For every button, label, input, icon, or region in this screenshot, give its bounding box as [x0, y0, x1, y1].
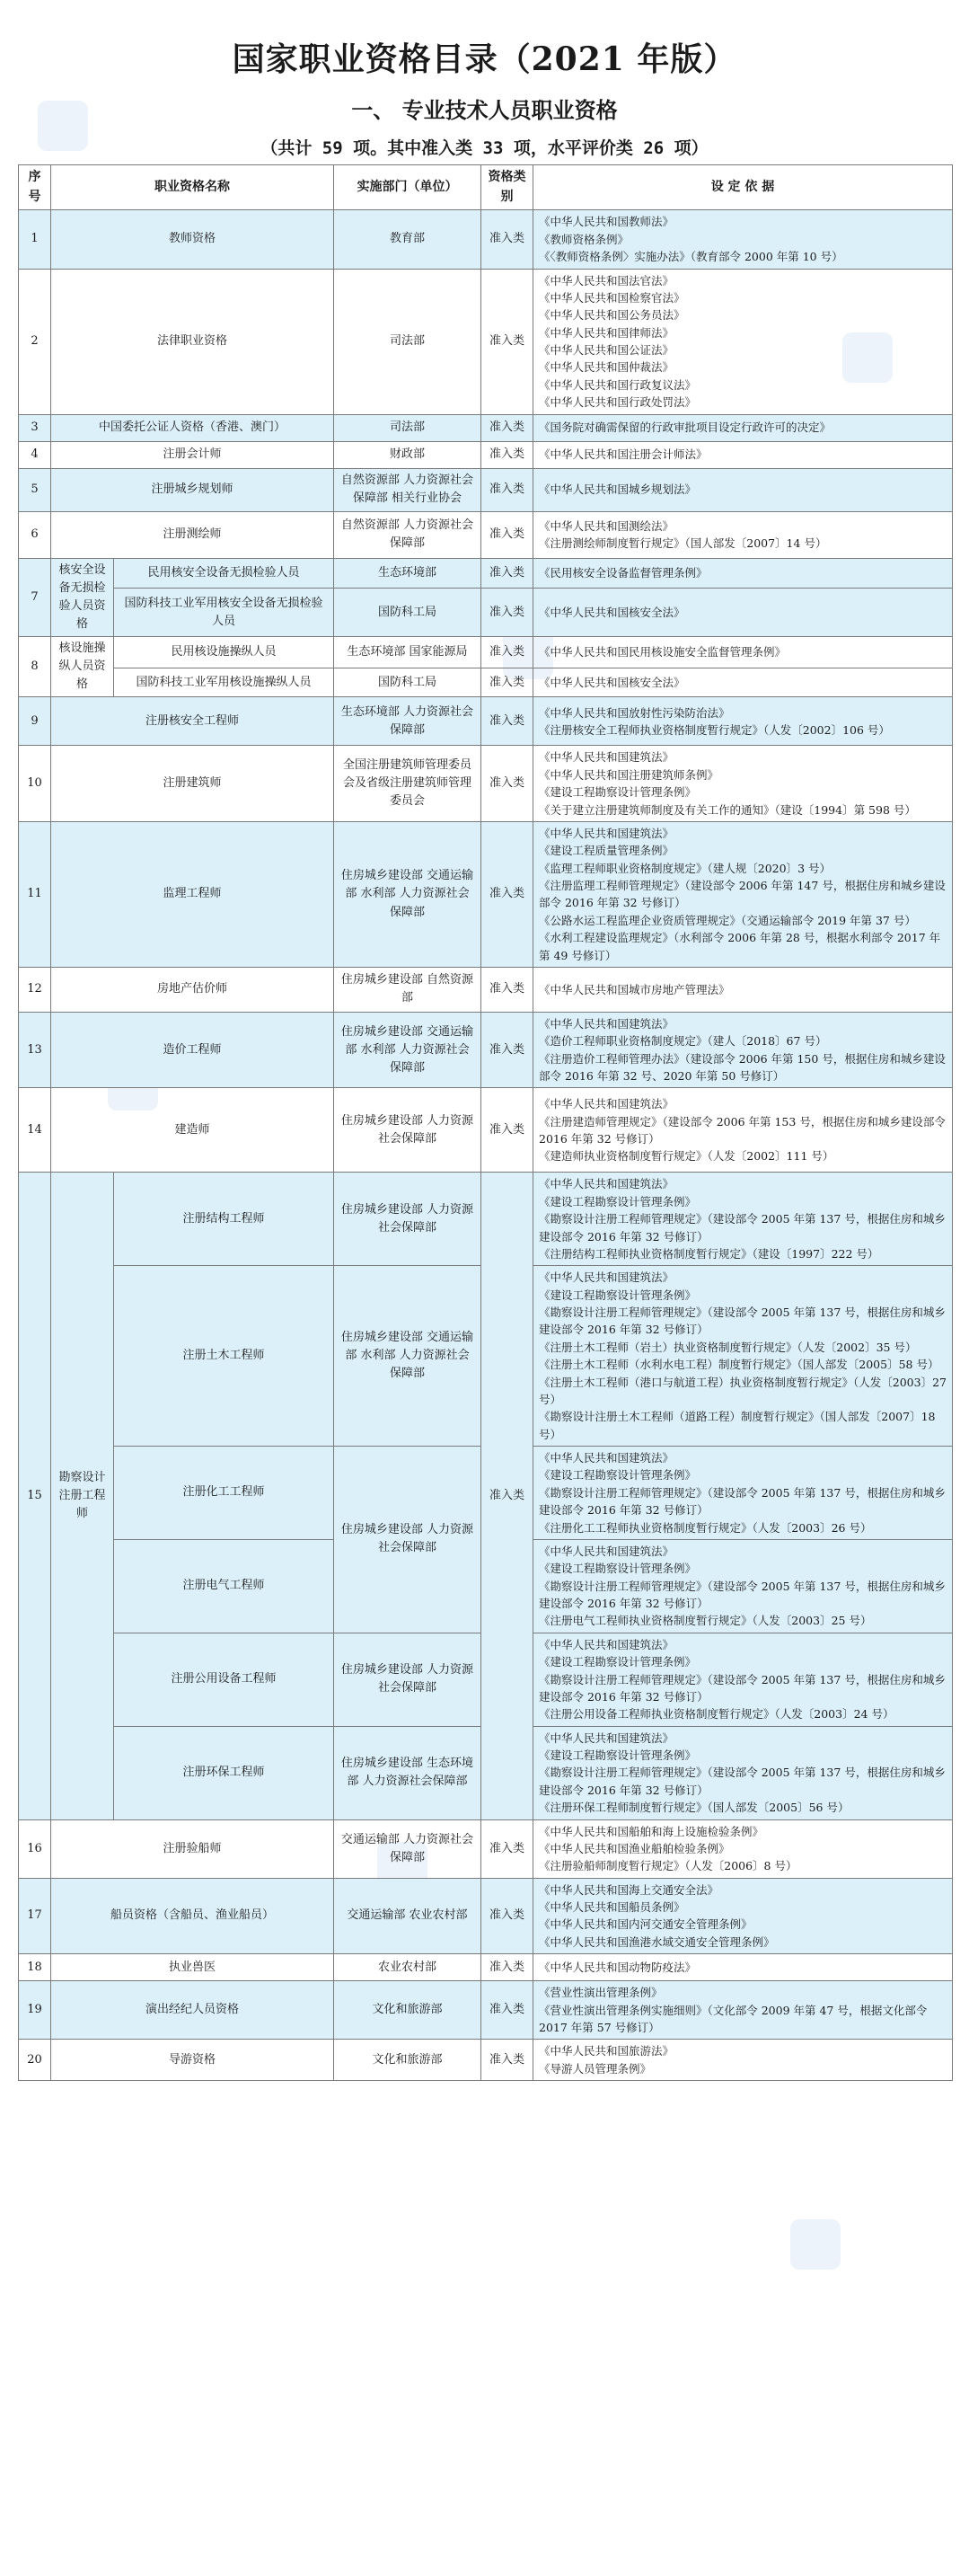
basis-item: 《营业性演出管理条例》 [539, 1986, 663, 2000]
basis-item: 《勘察设计注册工程师管理规定》（建设部令 2005 年第 137 号，根据住房和城乡建设部令 2016 年第 32 号修订） [539, 1485, 946, 1518]
basis-item: 《营业性演出管理条例实施细则》（文化部令 2009 年第 47 号，根据文化部令 2017 年第 57 号修订） [539, 2003, 928, 2034]
row-number: 13 [19, 1012, 51, 1088]
basis-item: 《中华人民共和国仲裁法》 [539, 360, 674, 375]
basis-item: 《中华人民共和国动物防疫法》 [539, 1961, 697, 1975]
basis-item: 《监理工程师职业资格制度规定》（建人规〔2020〕3 号） [539, 861, 831, 875]
basis-item: 《中华人民共和国公务员法》 [539, 308, 685, 323]
basis-item: 《中华人民共和国行政处罚法》 [539, 395, 697, 410]
row-number: 5 [19, 468, 51, 511]
implementing-dept: 住房城乡建设部 人力资源社会保障部 [334, 1447, 481, 1633]
basis-cell [533, 414, 953, 441]
implementing-dept: 住房城乡建设部 交通运输部 水利部 人力资源社会保障部 [334, 1012, 481, 1088]
basis-item: 《中华人民共和国注册建筑师条例》 [539, 767, 719, 782]
qualification-category: 准入类 [481, 1173, 533, 1819]
basis-cell [533, 210, 953, 269]
table-row [19, 1088, 953, 1173]
basis-item: 《建设工程勘察设计管理条例》 [539, 1288, 697, 1302]
implementing-dept: 生态环境部 [334, 558, 481, 589]
implementing-dept: 交通运输部 人力资源社会保障部 [334, 1819, 481, 1878]
table-row [19, 637, 953, 668]
table-row [19, 1878, 953, 1954]
table-row [19, 269, 953, 414]
basis-cell [533, 1981, 953, 2040]
qualification-name: 注册核安全工程师 [51, 697, 334, 746]
row-number: 15 [19, 1173, 51, 1819]
basis-item: 《中华人民共和国注册会计师法》 [539, 447, 708, 462]
basis-item: 《建设工程勘察设计管理条例》 [539, 1194, 697, 1208]
implementing-dept: 文化和旅游部 [334, 1981, 481, 2040]
table-row [19, 746, 953, 822]
basis-item: 《中华人民共和国建筑法》 [539, 1731, 674, 1745]
basis-item: 《中华人民共和国船员条例》 [539, 1900, 685, 1915]
qualification-name: 船员资格（含船员、渔业船员） [51, 1878, 334, 1954]
basis-item: 《注册验船师制度暂行规定》（人发〔2006〕8 号） [539, 1859, 797, 1873]
basis-item: 《建设工程勘察设计管理条例》 [539, 1748, 697, 1763]
table-row [19, 441, 953, 468]
basis-item: 《建设工程质量管理条例》 [539, 844, 674, 858]
basis-item: 《中华人民共和国建筑法》 [539, 1451, 674, 1465]
qualification-category: 准入类 [481, 1981, 533, 2040]
row-number: 3 [19, 414, 51, 441]
basis-cell [533, 637, 953, 668]
basis-item: 《中华人民共和国民用核设施安全监督管理条例》 [539, 645, 787, 659]
basis-item: 《中华人民共和国放射性污染防治法》 [539, 705, 730, 720]
basis-cell [533, 821, 953, 967]
implementing-dept: 司法部 [334, 269, 481, 414]
basis-item: 《水利工程建设监理规定》（水利部令 2006 年第 28 号，根据水利部令 2017 年第 49 号修订） [539, 931, 941, 962]
qualification-name: 注册测绘师 [51, 511, 334, 558]
basis-item: 《中华人民共和国律师法》 [539, 325, 674, 340]
table-row [19, 668, 953, 697]
implementing-dept: 住房城乡建设部 生态环境部 人力资源社会保障部 [334, 1726, 481, 1819]
qualification-category: 准入类 [481, 1012, 533, 1088]
row-number: 1 [19, 210, 51, 269]
basis-item: 《注册监理工程师管理规定》（建设部令 2006 年第 147 号，根据住房和城乡建设部令 2016 年第 32 号修订） [539, 879, 946, 910]
row-number: 10 [19, 746, 51, 822]
basis-item: 《中华人民共和国建筑法》 [539, 1177, 674, 1191]
basis-item: 《中华人民共和国建筑法》 [539, 1097, 674, 1111]
implementing-dept: 国防科工局 [334, 589, 481, 637]
implementing-dept: 交通运输部 农业农村部 [334, 1878, 481, 1954]
table-row [19, 821, 953, 967]
row-number: 9 [19, 697, 51, 746]
basis-item: 《勘察设计注册土木工程师（道路工程）制度暂行规定》（国人部发〔2007〕18 号） [539, 1410, 936, 1441]
basis-cell [533, 1088, 953, 1173]
basis-item: 《注册电气工程师执业资格制度暂行规定》（人发〔2003〕25 号） [539, 1614, 872, 1628]
row-number: 8 [19, 637, 51, 697]
header-name: 职业资格名称 [51, 165, 334, 210]
qualification-category: 准入类 [481, 746, 533, 822]
table-row [19, 468, 953, 511]
qualification-category: 准入类 [481, 468, 533, 511]
basis-cell [533, 697, 953, 746]
basis-item: 《注册土木工程师（港口与航道工程）执业资格制度暂行规定》（人发〔2003〕27 号） [539, 1375, 947, 1406]
table-body [19, 210, 953, 2081]
basis-item: 《中华人民共和国测绘法》 [539, 518, 674, 533]
basis-item: 《中华人民共和国内河交通安全管理条例》 [539, 1917, 753, 1932]
basis-cell [533, 589, 953, 637]
basis-cell [533, 1954, 953, 1981]
row-number: 2 [19, 269, 51, 414]
basis-cell [533, 668, 953, 697]
basis-item: 《注册核安全工程师执业资格制度暂行规定》（人发〔2002〕106 号） [539, 722, 890, 737]
table-row [19, 414, 953, 441]
basis-cell [533, 1447, 953, 1540]
basis-item: 《中华人民共和国旅游法》 [539, 2044, 674, 2058]
qualification-name: 注册验船师 [51, 1819, 334, 1878]
implementing-dept: 自然资源部 人力资源社会保障部 相关行业协会 [334, 468, 481, 511]
qualification-name: 国防科技工业军用核安全设备无损检验人员 [114, 589, 334, 637]
qualification-group-name: 核设施操纵人员资格 [51, 637, 114, 697]
implementing-dept: 文化和旅游部 [334, 2040, 481, 2081]
basis-cell [533, 269, 953, 414]
qualification-name: 注册公用设备工程师 [114, 1633, 334, 1726]
qualification-name: 民用核设施操纵人员 [114, 637, 334, 668]
basis-item: 《中华人民共和国渔港水域交通安全管理条例》 [539, 1934, 775, 1949]
implementing-dept: 生态环境部 人力资源社会保障部 [334, 697, 481, 746]
row-number: 6 [19, 511, 51, 558]
header-category: 资格类别 [481, 165, 533, 210]
table-row [19, 2040, 953, 2081]
qualification-name: 民用核安全设备无损检验人员 [114, 558, 334, 589]
basis-item: 《注册化工工程师执业资格制度暂行规定》（人发〔2003〕26 号） [539, 1520, 872, 1535]
basis-item: 《中华人民共和国法官法》 [539, 273, 674, 288]
qualification-category: 准入类 [481, 967, 533, 1012]
qualification-name: 教师资格 [51, 210, 334, 269]
qualification-category: 准入类 [481, 821, 533, 967]
basis-cell [533, 511, 953, 558]
basis-item: 《中华人民共和国建筑法》 [539, 750, 674, 765]
row-number: 20 [19, 2040, 51, 2081]
qualification-name: 演出经纪人员资格 [51, 1981, 334, 2040]
qualification-group-name: 勘察设计注册工程师 [51, 1173, 114, 1819]
qualification-category: 准入类 [481, 1088, 533, 1173]
qualification-group-name: 核安全设备无损检验人员资格 [51, 558, 114, 637]
qualification-name: 法律职业资格 [51, 269, 334, 414]
basis-item: 《公路水运工程监理企业资质管理规定》（交通运输部令 2019 年第 37 号） [539, 913, 916, 927]
basis-cell [533, 2040, 953, 2081]
basis-item: 《中华人民共和国建筑法》 [539, 1016, 674, 1031]
implementing-dept: 农业农村部 [334, 1954, 481, 1981]
implementing-dept: 住房城乡建设部 人力资源社会保障部 [334, 1633, 481, 1726]
basis-item: 《建设工程勘察设计管理条例》 [539, 1468, 697, 1483]
basis-item: 《中华人民共和国渔业船舶检验条例》 [539, 1841, 730, 1855]
qualification-name: 执业兽医 [51, 1954, 334, 1981]
qualification-category: 准入类 [481, 558, 533, 589]
basis-item: 《国务院对确需保留的行政审批项目设定行政许可的决定》 [539, 420, 832, 435]
header-basis: 设 定 依 据 [533, 165, 953, 210]
qualification-name: 注册土木工程师 [114, 1266, 334, 1447]
basis-cell [533, 1726, 953, 1819]
qualification-name: 注册城乡规划师 [51, 468, 334, 511]
basis-item: 《注册造价工程师管理办法》（建设部令 2006 年第 150 号，根据住房和城乡建设部令 2016 年第 32 号、2020 年第 50 号修订） [539, 1051, 946, 1084]
qualification-name: 建造师 [51, 1088, 334, 1173]
header-dept: 实施部门（单位） [334, 165, 481, 210]
basis-item: 《中华人民共和国检察官法》 [539, 290, 685, 305]
row-number: 16 [19, 1819, 51, 1878]
implementing-dept: 全国注册建筑师管理委员会及省级注册建筑师管理委员会 [334, 746, 481, 822]
qualification-table [18, 164, 953, 2081]
basis-item: 《中华人民共和国公证法》 [539, 343, 674, 357]
basis-item: 《中华人民共和国核安全法》 [539, 606, 685, 620]
qualification-name: 注册化工工程师 [114, 1447, 334, 1540]
basis-item: 《教师资格条例》 [539, 232, 630, 246]
row-number: 4 [19, 441, 51, 468]
basis-cell [533, 967, 953, 1012]
implementing-dept: 司法部 [334, 414, 481, 441]
basis-cell [533, 1819, 953, 1878]
qualification-category: 准入类 [481, 1878, 533, 1954]
table-row [19, 1012, 953, 1088]
table-row [19, 210, 953, 269]
basis-item: 《注册结构工程师执业资格制度暂行规定》（建设〔1997〕222 号） [539, 1246, 879, 1261]
qualification-name: 导游资格 [51, 2040, 334, 2081]
qualification-name: 注册建筑师 [51, 746, 334, 822]
qualification-name: 房地产估价师 [51, 967, 334, 1012]
basis-item: 《建设工程勘察设计管理条例》 [539, 1655, 697, 1669]
implementing-dept: 生态环境部 国家能源局 [334, 637, 481, 668]
basis-item: 《导游人员管理条例》 [539, 2061, 652, 2076]
basis-cell [533, 1878, 953, 1954]
basis-cell [533, 1266, 953, 1447]
row-number: 7 [19, 558, 51, 637]
basis-item: 《中华人民共和国核安全法》 [539, 676, 685, 690]
table-header-row [19, 165, 953, 210]
implementing-dept: 住房城乡建设部 人力资源社会保障部 [334, 1088, 481, 1173]
basis-item: 《建造师执业资格制度暂行规定》（人发〔2002〕111 号） [539, 1149, 834, 1164]
basis-item: 《注册土木工程师（岩土）执业资格制度暂行规定》（人发〔2002〕35 号） [539, 1340, 917, 1354]
row-number: 19 [19, 1981, 51, 2040]
basis-item: 《中华人民共和国建筑法》 [539, 1637, 674, 1651]
basis-cell [533, 441, 953, 468]
basis-item: 《中华人民共和国教师法》 [539, 215, 674, 229]
basis-cell [533, 1633, 953, 1726]
basis-item: 《中华人民共和国城乡规划法》 [539, 482, 697, 497]
implementing-dept: 自然资源部 人力资源社会保障部 [334, 511, 481, 558]
qualification-category: 准入类 [481, 697, 533, 746]
table-row [19, 1819, 953, 1878]
basis-item: 《注册建造师管理规定》（建设部令 2006 年第 153 号，根据住房和城乡建设部令 2016 年第 32 号修订） [539, 1114, 946, 1146]
basis-cell [533, 468, 953, 511]
basis-item: 《关于建立注册建筑师制度及有关工作的通知》（建设〔1994〕第 598 号） [539, 802, 916, 817]
basis-item: 《注册土木工程师（水利水电工程）制度暂行规定》（国人部发〔2005〕58 号） [539, 1358, 939, 1372]
table-row [19, 697, 953, 746]
implementing-dept: 住房城乡建设部 人力资源社会保障部 [334, 1173, 481, 1266]
basis-item: 《造价工程师职业资格制度规定》（建人〔2018〕67 号） [539, 1034, 827, 1049]
qualification-name: 中国委托公证人资格（香港、澳门） [51, 414, 334, 441]
document-title: 国家职业资格目录（2021 年版） [232, 40, 737, 78]
table-row [19, 558, 953, 589]
implementing-dept: 住房城乡建设部 交通运输部 水利部 人力资源社会保障部 [334, 1266, 481, 1447]
basis-cell [533, 746, 953, 822]
table-row [19, 967, 953, 1012]
qualification-category: 准入类 [481, 269, 533, 414]
qualification-name: 国防科技工业军用核设施操纵人员 [114, 668, 334, 697]
qualification-category: 准入类 [481, 511, 533, 558]
basis-cell [533, 1539, 953, 1633]
row-number: 17 [19, 1878, 51, 1954]
basis-item: 《勘察设计注册工程师管理规定》（建设部令 2005 年第 137 号，根据住房和城乡建设部令 2016 年第 32 号修订） [539, 1579, 946, 1611]
qualification-category: 准入类 [481, 2040, 533, 2081]
table-row [19, 1173, 953, 1266]
qualification-category: 准入类 [481, 1954, 533, 1981]
qualification-category: 准入类 [481, 589, 533, 637]
basis-item: 《勘察设计注册工程师管理规定》（建设部令 2005 年第 137 号，根据住房和城乡建设部令 2016 年第 32 号修订） [539, 1766, 946, 1797]
basis-item: 《民用核安全设备监督管理条例》 [539, 566, 708, 580]
qualification-name: 注册电气工程师 [114, 1539, 334, 1633]
watermark-logo [790, 2219, 841, 2270]
row-number: 18 [19, 1954, 51, 1981]
row-number: 11 [19, 821, 51, 967]
qualification-category: 准入类 [481, 668, 533, 697]
implementing-dept: 住房城乡建设部 交通运输部 水利部 人力资源社会保障部 [334, 821, 481, 967]
table-row [19, 1981, 953, 2040]
header-no: 序号 [19, 165, 51, 210]
summary-line: （共计 59 项。其中准入类 33 项，水平评价类 26 项） [260, 138, 709, 158]
qualification-name: 注册结构工程师 [114, 1173, 334, 1266]
qualification-category: 准入类 [481, 414, 533, 441]
basis-item: 《建设工程勘察设计管理条例》 [539, 785, 697, 800]
table-row [19, 511, 953, 558]
qualification-category: 准入类 [481, 1819, 533, 1878]
basis-item: 《注册测绘师制度暂行规定》（国人部发〔2007〕14 号） [539, 536, 827, 550]
basis-item: 《中华人民共和国建筑法》 [539, 1544, 674, 1558]
implementing-dept: 国防科工局 [334, 668, 481, 697]
implementing-dept: 住房城乡建设部 自然资源部 [334, 967, 481, 1012]
implementing-dept: 财政部 [334, 441, 481, 468]
basis-item: 《勘察设计注册工程师管理规定》（建设部令 2005 年第 137 号，根据住房和城乡建设部令 2016 年第 32 号修订） [539, 1672, 946, 1704]
basis-cell [533, 1173, 953, 1266]
basis-item: 《勘察设计注册工程师管理规定》（建设部令 2005 年第 137 号，根据住房和城乡建设部令 2016 年第 32 号修订） [539, 1306, 946, 1337]
basis-item: 《注册环保工程师制度暂行规定》（国人部发〔2005〕56 号） [539, 1801, 850, 1815]
qualification-category: 准入类 [481, 637, 533, 668]
implementing-dept: 教育部 [334, 210, 481, 269]
table-row [19, 1954, 953, 1981]
basis-item: 《中华人民共和国城市房地产管理法》 [539, 982, 730, 996]
basis-item: 《〈教师资格条例〉实施办法》（教育部令 2000 年第 10 号） [539, 250, 843, 264]
basis-item: 《中华人民共和国船舶和海上设施检验条例》 [539, 1824, 764, 1838]
qualification-category: 准入类 [481, 441, 533, 468]
basis-item: 《中华人民共和国建筑法》 [539, 1270, 674, 1285]
basis-item: 《中华人民共和国海上交通安全法》 [539, 1882, 719, 1897]
qualification-name: 注册环保工程师 [114, 1726, 334, 1819]
row-number: 14 [19, 1088, 51, 1173]
qualification-category: 准入类 [481, 210, 533, 269]
basis-item: 《中华人民共和国行政复议法》 [539, 377, 697, 392]
section-subtitle: 一、 专业技术人员职业资格 [351, 97, 618, 123]
basis-item: 《中华人民共和国建筑法》 [539, 826, 674, 840]
basis-item: 《注册公用设备工程师执业资格制度暂行规定》（人发〔2003〕24 号） [539, 1707, 894, 1722]
table-row [19, 589, 953, 637]
row-number: 12 [19, 967, 51, 1012]
basis-cell [533, 558, 953, 589]
basis-cell [533, 1012, 953, 1088]
qualification-name: 监理工程师 [51, 821, 334, 967]
basis-item: 《勘察设计注册工程师管理规定》（建设部令 2005 年第 137 号，根据住房和城乡建设部令 2016 年第 32 号修订） [539, 1212, 946, 1244]
qualification-name: 造价工程师 [51, 1012, 334, 1088]
basis-item: 《建设工程勘察设计管理条例》 [539, 1562, 697, 1576]
qualification-name: 注册会计师 [51, 441, 334, 468]
